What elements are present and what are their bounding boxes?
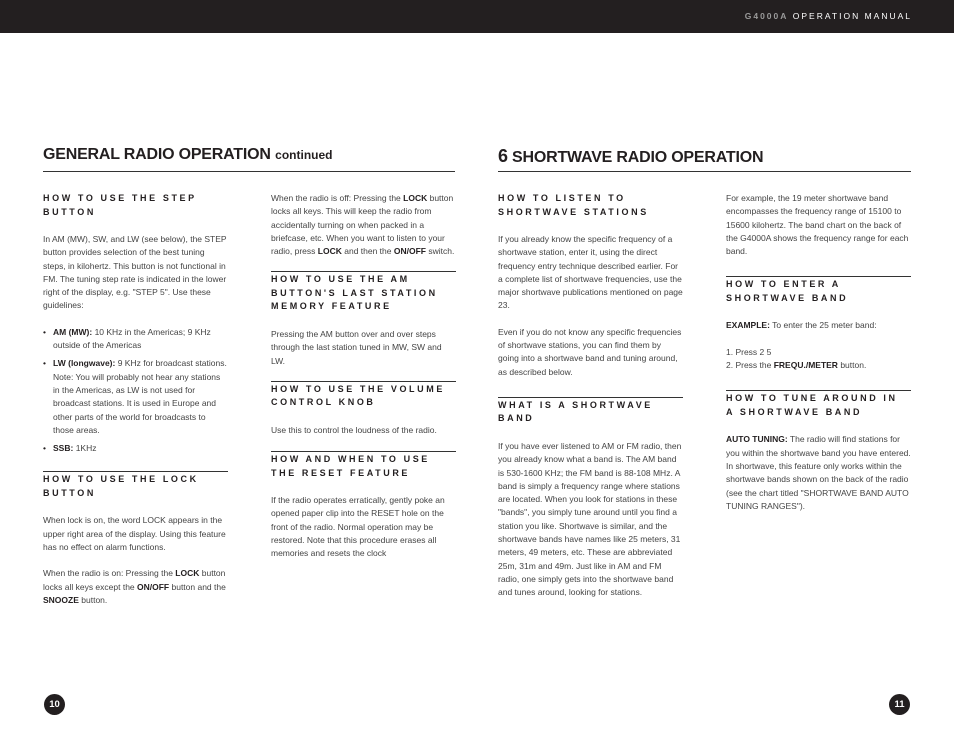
- header-manual-label: OPERATION MANUAL: [792, 11, 912, 21]
- step-guidelines-list: [43, 326, 228, 456]
- band-text: If you have ever listened to AM or FM radio, then you already know what a band is. The AM band is 530-1600 KHz; the FM band is 88-108 MHz. A band is simply a frequency range where stations are located. When you look for stations in these "bands", you simply tune around until you find a station you like. Shortwave is similar, and the shortwave bands have names like 25 meters, 31 meters, 49 meters, etc. These are abbreviated 25m, 31m and 49m. Just like in AM and FM radio, one simply gets into the shortwave band and tunes around, looking for stations.: [498, 440, 682, 598]
- band-heading: WHAT IS A SHORTWAVE BAND: [498, 397, 683, 426]
- lock-p1: When lock is on, the word LOCK appears in the upper right area of the display. Using this feature has no effect on alarm functions.: [43, 515, 226, 553]
- header-title: [745, 11, 912, 21]
- column-3: [498, 192, 683, 613]
- listen-p2: Even if you do not know any specific frequencies of shortwave stations, you can find them by going into a shortwave band and tuning around, as described below.: [498, 326, 682, 377]
- step-text-am: 10 KHz in the Americas; 9 KHz outside of the Americas: [53, 326, 211, 351]
- volume-text: Use this to control the loudness of the radio.: [271, 424, 437, 435]
- list-item: [43, 442, 228, 455]
- left-title-sub: continued: [275, 148, 333, 162]
- memory-heading: HOW TO USE THE AM BUTTON'S LAST STATION MEMORY FEATURE: [271, 271, 456, 314]
- tune-heading: HOW TO TUNE AROUND IN A SHORTWAVE BAND: [726, 390, 911, 419]
- column-4: [726, 192, 911, 526]
- step-term-ssb: SSB:: [53, 443, 74, 454]
- enter-steps: 1. Press 2 5 2. Press the FREQU./METER button.: [726, 346, 867, 371]
- step-text-ssb: 1KHz: [75, 443, 97, 454]
- memory-text: Pressing the AM button over and over steps through the last station tuned in MW, SW and LW.: [271, 328, 442, 366]
- list-item: [43, 326, 228, 353]
- reset-text: If the radio operates erratically, gently poke an opened paper clip into the RESET hole on the front of the radio. Normal operation may be restored. Note that this procedure erases all memories and resets the clock: [271, 495, 445, 559]
- column-2: [271, 192, 456, 574]
- volume-heading: HOW TO USE THE VOLUME CONTROL KNOB: [271, 381, 456, 410]
- reset-heading: HOW AND WHEN TO USE THE RESET FEATURE: [271, 451, 456, 480]
- right-title-main: SHORTWAVE RADIO OPERATION: [512, 149, 764, 166]
- lock-p3: When the radio is off: Pressing the LOCK button locks all keys. This will keep the radio from accidentally turning on when packed in a briefcase, etc. When you want to listen to your radio, press LOCK and then the ON/OFF switch.: [271, 193, 455, 257]
- left-title-main: GENERAL RADIO OPERATION: [43, 146, 271, 163]
- header-bar: [0, 0, 954, 33]
- right-section-title: [498, 146, 911, 172]
- page-number-right: 11: [889, 694, 910, 715]
- list-item: [43, 357, 228, 437]
- chapter-number: 6: [498, 146, 509, 166]
- lock-p2: When the radio is on: Pressing the LOCK button locks all keys except the ON/OFF button and the SNOOZE button.: [43, 568, 226, 605]
- step-heading: HOW TO USE THE STEP BUTTON: [43, 193, 197, 217]
- listen-heading: HOW TO LISTEN TO SHORTWAVE STATIONS: [498, 193, 649, 217]
- band-example: For example, the 19 meter shortwave band encompasses the frequency range of 15100 to 15600 kilohertz. The band chart on the back of the G4000A shows the frequency range for each band.: [726, 193, 909, 257]
- page-number-left: 10: [44, 694, 65, 715]
- step-term-lw: LW (longwave):: [53, 358, 116, 369]
- listen-p1: If you already know the specific frequency of a shortwave station, enter it, using the direct frequency entry technique described earlier. For a complete list of shortwave frequencies, use the major shortwave publications mentioned on page 23.: [498, 234, 683, 311]
- step-intro: In AM (MW), SW, and LW (see below), the STEP button provides selection of the best tuning steps, in kilohertz. This button is not functional in FM. The tuning step rate is indicated in the lower right of the display, e.g. "STEP 5". Use these guidelines:: [43, 234, 227, 311]
- left-section-title: [43, 146, 455, 172]
- step-term-am: AM (MW):: [53, 326, 93, 337]
- enter-example: EXAMPLE: To enter the 25 meter band:: [726, 320, 877, 331]
- header-model: G4000A: [744, 11, 789, 21]
- enter-heading: HOW TO ENTER A SHORTWAVE BAND: [726, 276, 911, 305]
- lock-heading: HOW TO USE THE LOCK BUTTON: [43, 471, 228, 500]
- step-text-lw: 9 KHz for broadcast stations. Note: You will probably not hear any stations in the Americas, as LW is not used for broadcast stations. It is used in Europe and other parts of the world for broadcasts to those areas.: [53, 358, 227, 435]
- tune-text: AUTO TUNING: The radio will find stations for you within the shortwave band you have entered. In shortwave, this feature only works within the shortwave bands shown on the back of the radio (see the chart titled "SHORTWAVE BAND AUTO TUNING RANGES").: [726, 434, 911, 511]
- column-1: [43, 192, 228, 620]
